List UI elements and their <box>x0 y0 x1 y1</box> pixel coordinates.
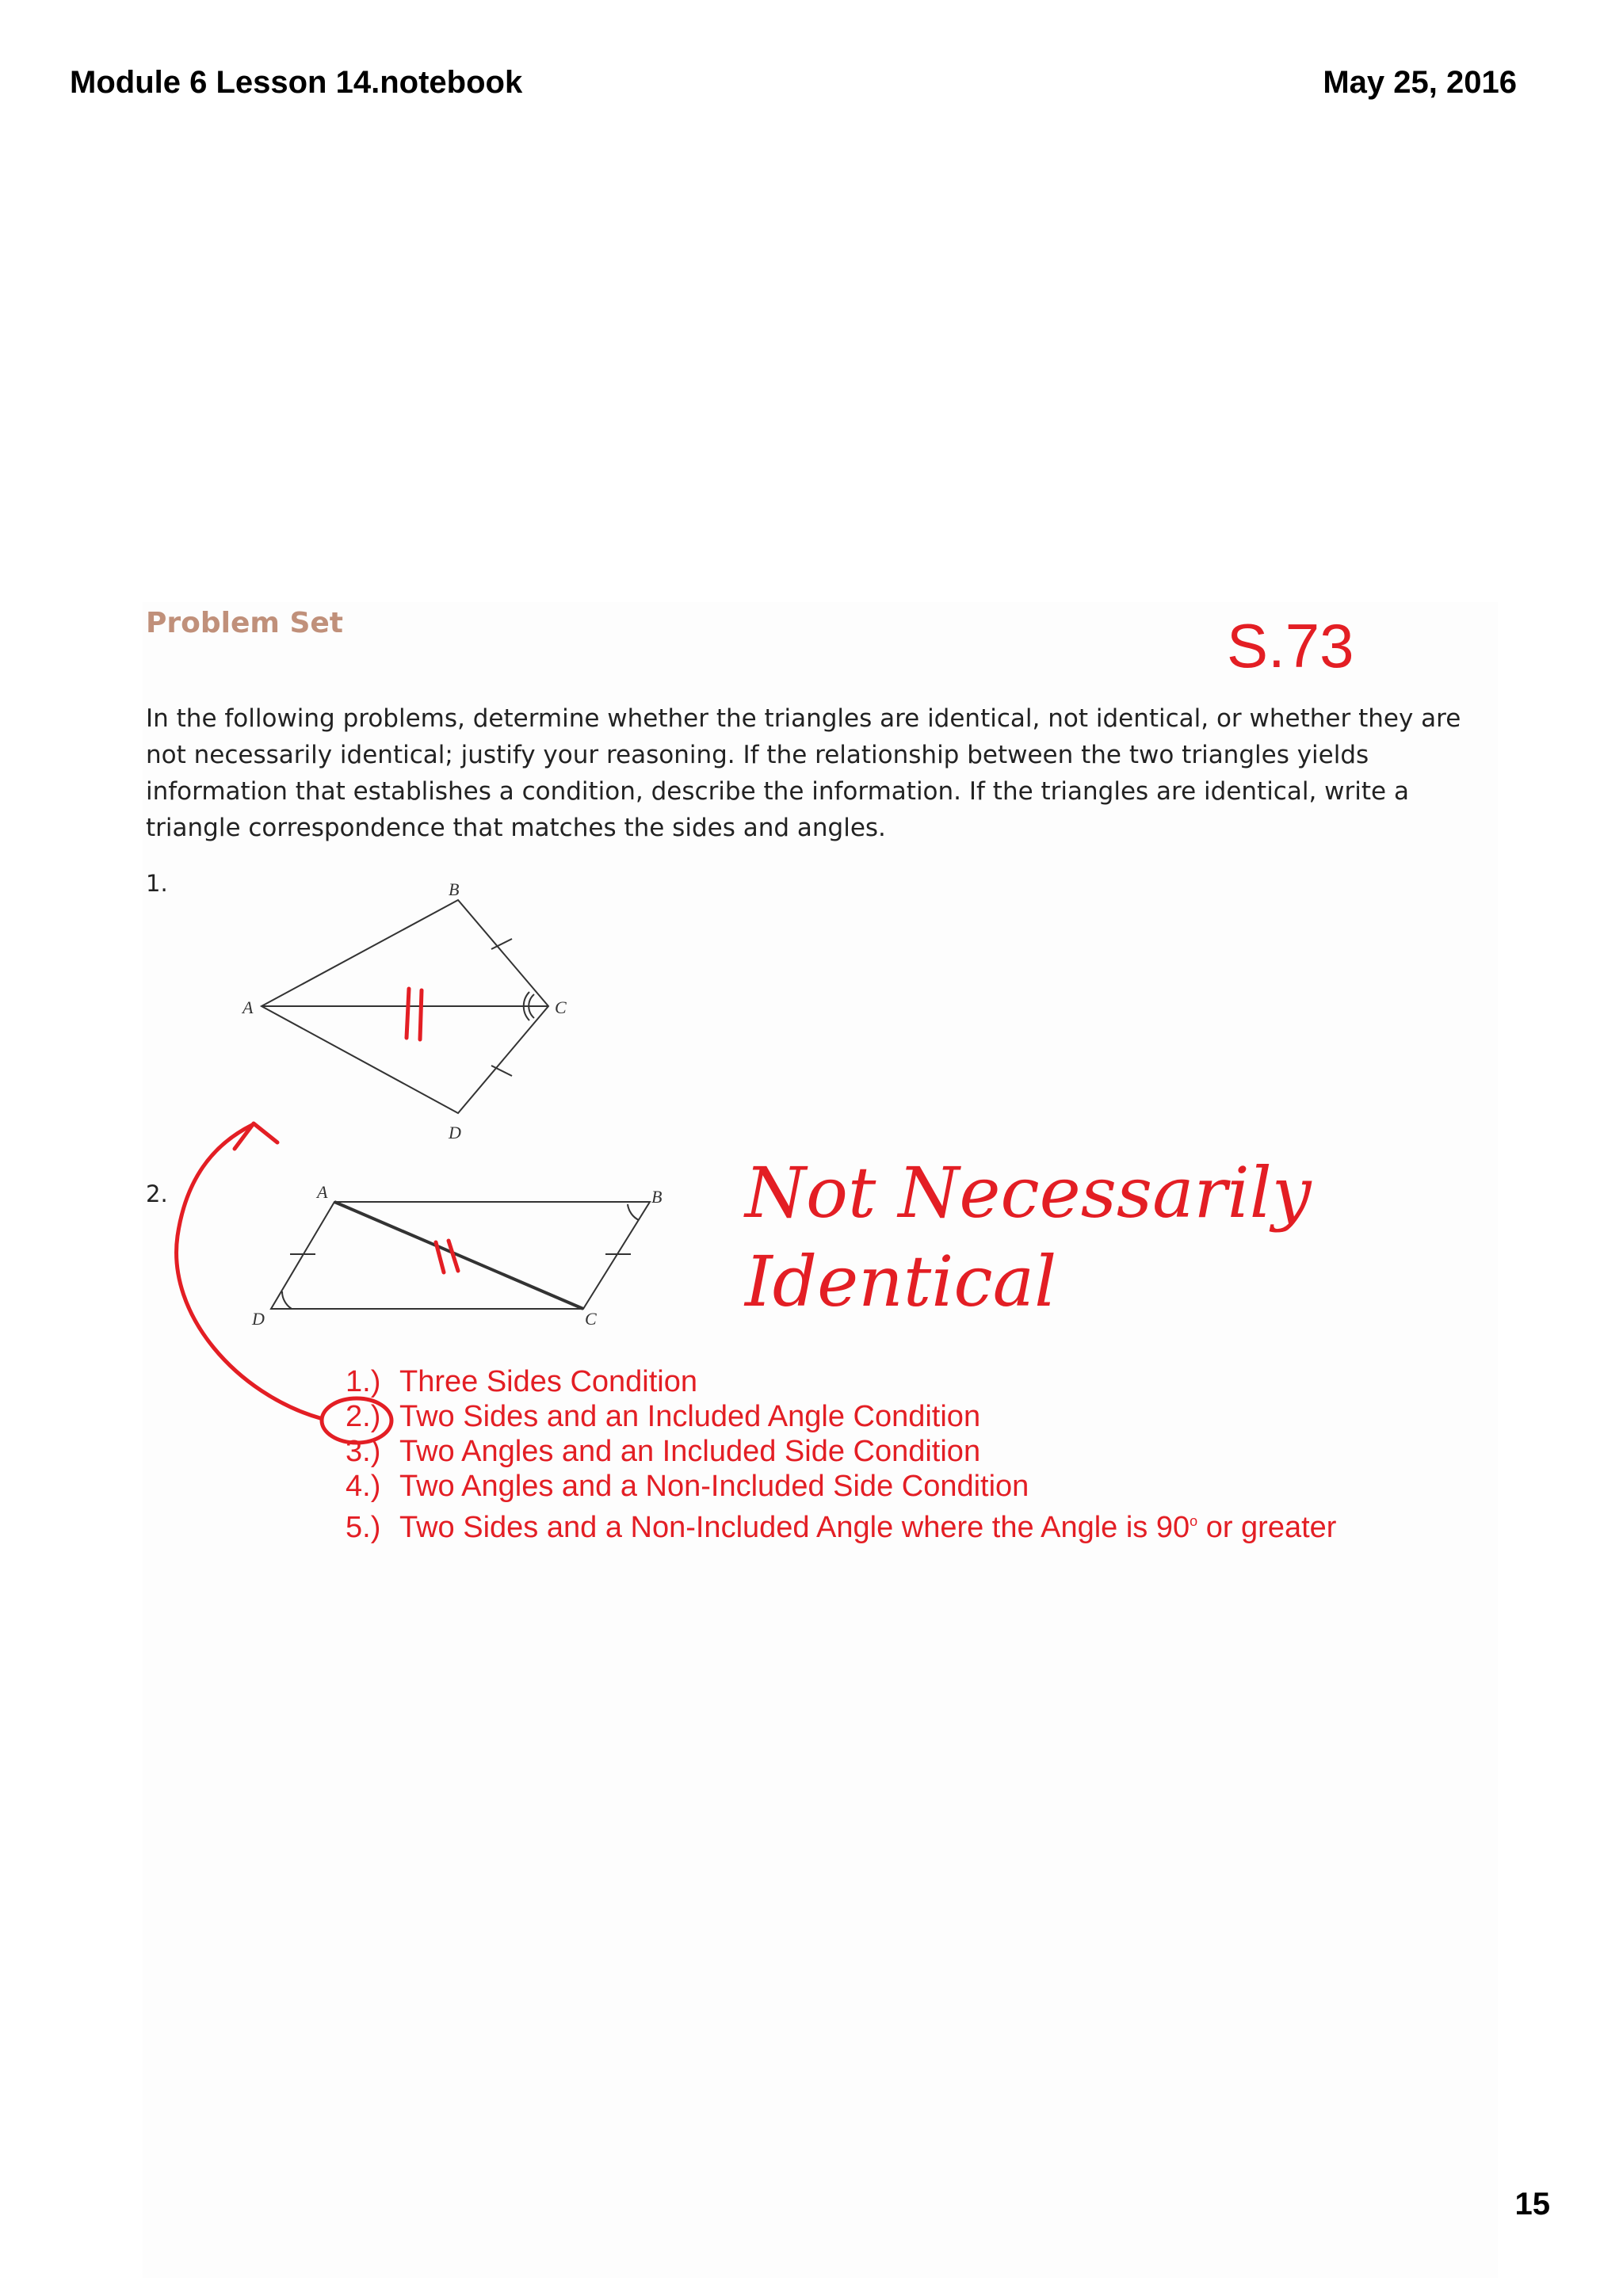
condition-number: 5.) <box>346 1511 381 1544</box>
condition-number: 1.) <box>346 1365 381 1398</box>
condition-item <box>346 1364 1336 1399</box>
instructions: In the following problems, determine whether the triangles are identical, not identical, or whether they are not necessarily identical; justify your reasoning. If the relationship between the two triangles yields information that establishes a condition, describe the information. If the triangles are identical, write a triangle correspondence that matches the sides and angles. <box>146 704 1461 842</box>
page-number: 15 <box>1514 2187 1550 2222</box>
page-reference: S.73 <box>1227 611 1354 681</box>
problem-2-number: 2. <box>146 1180 168 1207</box>
condition-text: Two Sides and a Non-Included Angle where the Angle is 90 <box>399 1511 1190 1544</box>
page-date: May 25, 2016 <box>1323 65 1517 100</box>
label-a2: A <box>317 1182 328 1202</box>
condition-number: 3.) <box>346 1435 381 1468</box>
angle-arc-b <box>628 1204 639 1220</box>
conditions-list <box>346 1364 1336 1545</box>
ink-arrow-head <box>235 1123 277 1149</box>
tick-bc <box>491 939 512 949</box>
condition-text: Two Angles and a Non-Included Side Condition <box>399 1470 1029 1503</box>
label-c2: C <box>585 1309 597 1329</box>
problem-1-number: 1. <box>146 870 168 897</box>
condition-item <box>346 1434 1336 1469</box>
condition-text: Three Sides Condition <box>399 1365 697 1398</box>
diagonal-ac-2 <box>334 1202 583 1309</box>
condition-text: Two Sides and an Included Angle Condition <box>399 1400 981 1433</box>
handwritten-answer: Not Necessarily Identical <box>745 1152 1312 1322</box>
label-b1: B <box>449 879 460 899</box>
condition-item <box>346 1469 1336 1504</box>
condition-text-after: or greater <box>1197 1511 1337 1544</box>
condition-item <box>346 1504 1336 1545</box>
condition-number: 2.) <box>346 1400 381 1433</box>
problem-2-figure <box>271 1202 650 1309</box>
problem-1-figure <box>262 900 548 1113</box>
condition-item <box>346 1399 1336 1434</box>
notebook-title: Module 6 Lesson 14.notebook <box>70 65 523 100</box>
ink-mark-1b <box>420 990 422 1039</box>
label-b2: B <box>651 1187 663 1207</box>
condition-text: Two Angles and an Included Side Condition <box>399 1435 981 1468</box>
label-d2: D <box>252 1309 265 1329</box>
label-a1: A <box>242 997 254 1017</box>
angle-arc-d <box>282 1291 292 1309</box>
ink-arrow-curve <box>177 1125 320 1418</box>
label-c1: C <box>555 997 567 1017</box>
label-d1: D <box>449 1123 461 1142</box>
ink-mark-1a <box>407 989 409 1038</box>
problem-set-title: Problem Set <box>146 607 343 639</box>
degree-superscript: o <box>1190 1513 1198 1529</box>
condition-number: 4.) <box>346 1470 381 1503</box>
